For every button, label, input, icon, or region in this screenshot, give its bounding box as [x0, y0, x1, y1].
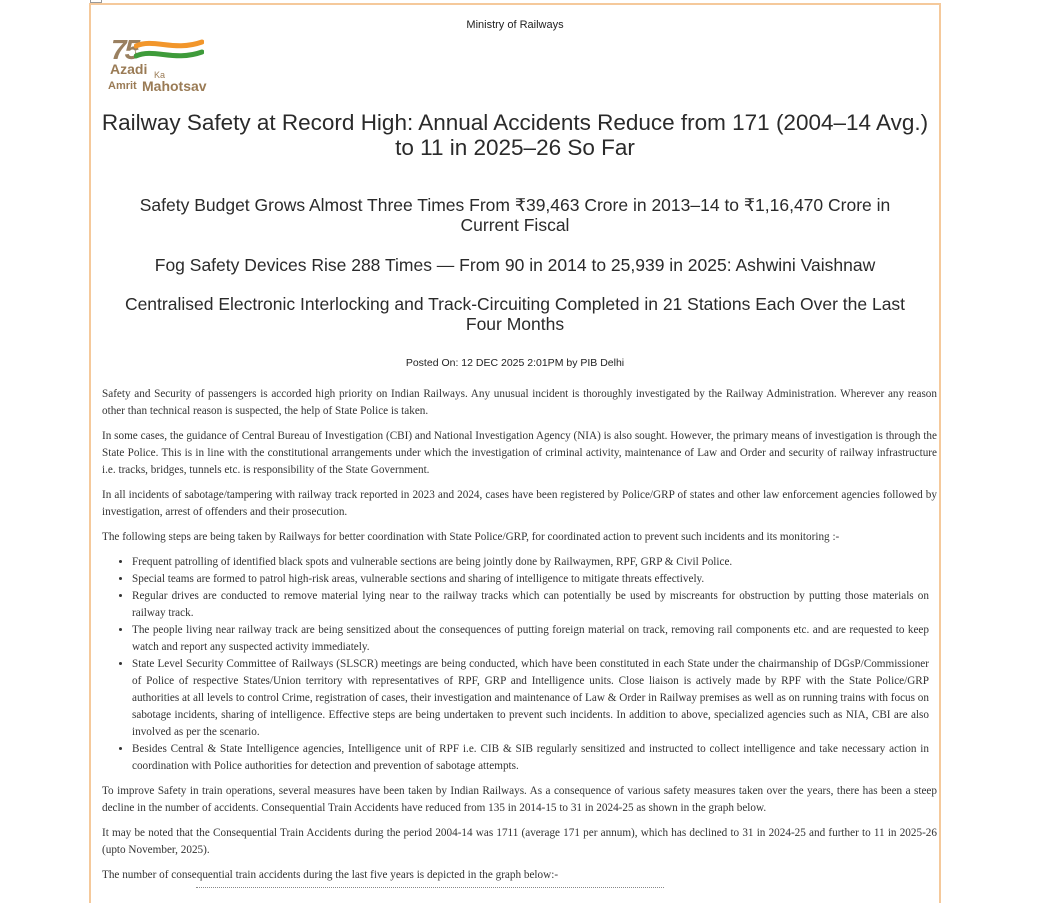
paragraph: The following steps are being taken by Railways for better coordination with State Police/GRP, for coordinated action to prevent such incidents and its monitoring :-	[102, 531, 840, 543]
logo-75: 75	[111, 34, 139, 65]
logo-azadi: Azadi	[110, 61, 148, 77]
ministry-name: Ministry of Railways	[466, 19, 564, 31]
logo-ka: Ka	[154, 70, 166, 80]
azadi-ka-amrit-mahotsav-logo	[106, 34, 216, 96]
list-item: • State Level Security Committee of Railways (SLSCR) meetings are being conducted, which have been constituted in each State under the chairmanship of DGsP/Commissioner of Police of respective States/Union territory with representatives of RPF, GRP and Intelligence units. Close liaison is actively made by RPF with the State Police/GRP authorities at all levels to control Crime, registration of cases, their investigation and maintenance of Law & Order in Railway premises as well as on running trains with focus on sabotage incidents, sharing of intelligence. Effective steps are being undertaken to prevent such incidents. In addition to above, specialized agencies such as NIA, CBI are also involved as per the scenario.	[132, 656, 929, 741]
logo-mahotsav: Mahotsav	[142, 78, 207, 94]
tricolour-flag-icon	[134, 38, 204, 62]
graph-frame-top	[196, 887, 664, 888]
page-title: Railway Safety at Record High: Annual Accidents Reduce from 171 (2004–14 Avg.) to 11 in 2025–26 So Far	[101, 110, 929, 160]
list-item: • Special teams are formed to patrol high-risk areas, vulnerable sections and sharing of intelligence to mitigate threats effectively.	[132, 571, 929, 588]
list-item: • Regular drives are conducted to remove material lying near to the railway tracks which can potentially be used by miscreants for obstruction by putting those materials on railway track.	[132, 588, 929, 622]
paragraph: The number of consequential train accidents during the last five years is depicted in the graph below:-	[102, 869, 559, 881]
posted-on: Posted On: 12 DEC 2025 2:01PM by PIB Delhi	[405, 357, 625, 369]
subheading-fog-devices: Fog Safety Devices Rise 288 Times — From 90 in 2014 to 25,939 in 2025: Ashwini Vaishnaw	[154, 255, 876, 275]
list-item: • Frequent patrolling of identified black spots and vulnerable sections are being jointly done by Railwaymen, RPF, GRP & Civil Police.	[132, 554, 929, 571]
paragraph: To improve Safety in train operations, several measures have been taken by Indian Railways. As a consequence of various safety measures taken over the years, there has been a steep decline in the number of accidents. Consequential Train Accidents have reduced from 135 in 2014-15 to 31 in 2024-25 as shown in the graph below.	[102, 785, 937, 814]
list-item: • Besides Central & State Intelligence agencies, Intelligence unit of RPF i.e. CIB & SIB regularly sensitized and instructed to collect intelligence and take necessary action in coordination with Police authorities for detection and prevention of sabotage attempts.	[132, 741, 929, 775]
subheading-budget: Safety Budget Grows Almost Three Times From ₹39,463 Crore in 2013–14 to ₹1,16,470 Crore in Current Fiscal	[139, 195, 891, 235]
paragraph: It may be noted that the Consequential Train Accidents during the period 2004-14 was 1711 (average 171 per annum), which has declined to 31 in 2024-25 and further to 11 in 2025-26 (upto November, 2025).	[102, 827, 937, 856]
paragraph: In some cases, the guidance of Central Bureau of Investigation (CBI) and National Investigation Agency (NIA) is also sought. However, the primary means of investigation is through the State Police. This is in line with the constitutional arrangements under which the investigation of criminal activity, maintenance of Law and Order and security of railway infrastructure i.e. tracks, bridges, tunnels etc. is responsibility of the State Government.	[102, 430, 937, 476]
press-release	[89, 3, 941, 903]
logo-amrit: Amrit	[108, 80, 137, 92]
paragraph: Safety and Security of passengers is accorded high priority on Indian Railways. Any unusual incident is thoroughly investigated by the Railway Administration. Wherever any reason other than technical reason is suspected, the help of State Police is taken.	[102, 388, 937, 417]
measures-list	[102, 554, 937, 775]
article-body	[102, 386, 937, 892]
list-item: • The people living near railway track are being sensitized about the consequences of putting foreign material on track, removing rail components etc. and are requested to keep watch and report any suspected activity immediately.	[132, 622, 929, 656]
subheading-interlocking: Centralised Electronic Interlocking and Track-Circuiting Completed in 21 Stations Each Over the Last Four Months	[124, 294, 906, 334]
paragraph: In all incidents of sabotage/tampering with railway track reported in 2023 and 2024, cases have been registered by Police/GRP of states and other law enforcement agencies followed by investigation, arrest of offenders and their prosecution.	[102, 489, 937, 518]
